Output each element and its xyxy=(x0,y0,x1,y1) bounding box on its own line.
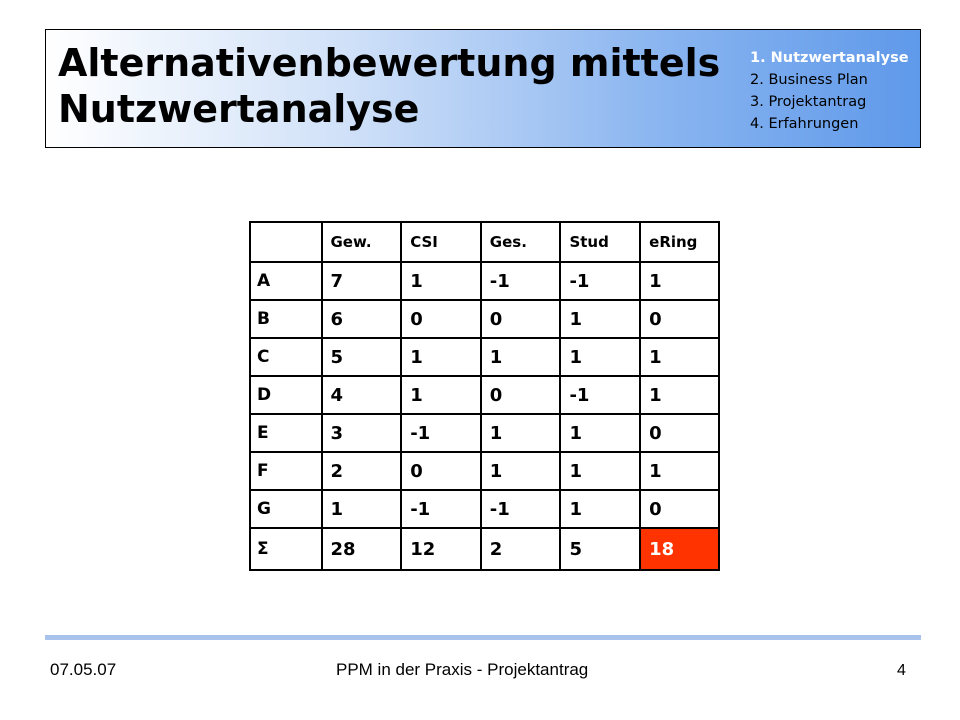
table-cell: -1 xyxy=(481,262,561,300)
table-cell: 1 xyxy=(481,338,561,376)
table-cell: 1 xyxy=(560,490,640,528)
column-header: Stud xyxy=(560,222,640,262)
table-cell: 0 xyxy=(640,490,719,528)
table-header-row xyxy=(250,222,719,262)
table-cell: 1 xyxy=(481,414,561,452)
footer-date: 07.05.07 xyxy=(50,660,117,679)
table-row xyxy=(250,376,719,414)
table-cell: 1 xyxy=(481,452,561,490)
sum-label-cell: Σ xyxy=(250,528,322,570)
table-cell: 5 xyxy=(322,338,402,376)
row-label-cell: D xyxy=(250,376,322,414)
table-cell: 1 xyxy=(640,338,719,376)
table-cell: 1 xyxy=(640,262,719,300)
table-cell: 1 xyxy=(401,338,481,376)
table-cell: 2 xyxy=(322,452,402,490)
row-label-cell: C xyxy=(250,338,322,376)
footer-title: PPM in der Praxis - Projektantrag xyxy=(336,660,589,679)
slide-title-line-1: Alternativenbewertung mittels xyxy=(58,41,721,85)
table-row xyxy=(250,414,719,452)
row-label-cell: B xyxy=(250,300,322,338)
table-cell: 0 xyxy=(401,452,481,490)
agenda-item-nutzwertanalyse[interactable]: 1. Nutzwertanalyse xyxy=(750,50,909,66)
agenda-item-erfahrungen[interactable]: 4. Erfahrungen xyxy=(750,116,859,132)
row-label-cell: F xyxy=(250,452,322,490)
slide-title xyxy=(58,40,738,132)
table-cell: 1 xyxy=(401,262,481,300)
table-cell: -1 xyxy=(481,490,561,528)
slide-title-line-2: Nutzwertanalyse xyxy=(58,87,420,131)
table-cell: 1 xyxy=(640,452,719,490)
sum-cell: 12 xyxy=(401,528,481,570)
table-row xyxy=(250,338,719,376)
table-cell: 6 xyxy=(322,300,402,338)
table-corner-cell xyxy=(250,222,322,262)
table-cell: -1 xyxy=(401,414,481,452)
table-cell: 1 xyxy=(322,490,402,528)
table-cell: -1 xyxy=(560,376,640,414)
table-row xyxy=(250,300,719,338)
table-row xyxy=(250,262,719,300)
agenda-item-projektantrag[interactable]: 3. Projektantrag xyxy=(750,94,867,110)
row-label-cell: A xyxy=(250,262,322,300)
row-label-cell: G xyxy=(250,490,322,528)
table-cell: 1 xyxy=(560,300,640,338)
table-row xyxy=(250,452,719,490)
table-cell: 1 xyxy=(560,338,640,376)
table-cell: -1 xyxy=(401,490,481,528)
table-cell: 0 xyxy=(640,300,719,338)
table-cell: 0 xyxy=(481,300,561,338)
sum-cell: 18 xyxy=(640,528,719,570)
table-cell: 7 xyxy=(322,262,402,300)
table-cell: 4 xyxy=(322,376,402,414)
sum-cell: 2 xyxy=(481,528,561,570)
table-sum-row xyxy=(250,528,719,570)
table-cell: 1 xyxy=(560,414,640,452)
table-cell: 1 xyxy=(640,376,719,414)
table-cell: 0 xyxy=(481,376,561,414)
table-cell: 1 xyxy=(560,452,640,490)
row-label-cell: E xyxy=(250,414,322,452)
sum-cell: 28 xyxy=(322,528,402,570)
column-header: Ges. xyxy=(481,222,561,262)
footer-rule xyxy=(45,635,921,640)
table-cell: 0 xyxy=(640,414,719,452)
column-header: eRing xyxy=(640,222,719,262)
table-cell: -1 xyxy=(560,262,640,300)
table-cell: 3 xyxy=(322,414,402,452)
agenda-list xyxy=(750,47,920,135)
agenda-item-business-plan[interactable]: 2. Business Plan xyxy=(750,72,868,88)
sum-cell: 5 xyxy=(560,528,640,570)
column-header: CSI xyxy=(401,222,481,262)
table-cell: 0 xyxy=(401,300,481,338)
table-row xyxy=(250,490,719,528)
evaluation-table xyxy=(249,221,720,571)
title-banner xyxy=(45,29,921,148)
page-number: 4 xyxy=(897,662,906,679)
table-cell: 1 xyxy=(401,376,481,414)
column-header: Gew. xyxy=(322,222,402,262)
